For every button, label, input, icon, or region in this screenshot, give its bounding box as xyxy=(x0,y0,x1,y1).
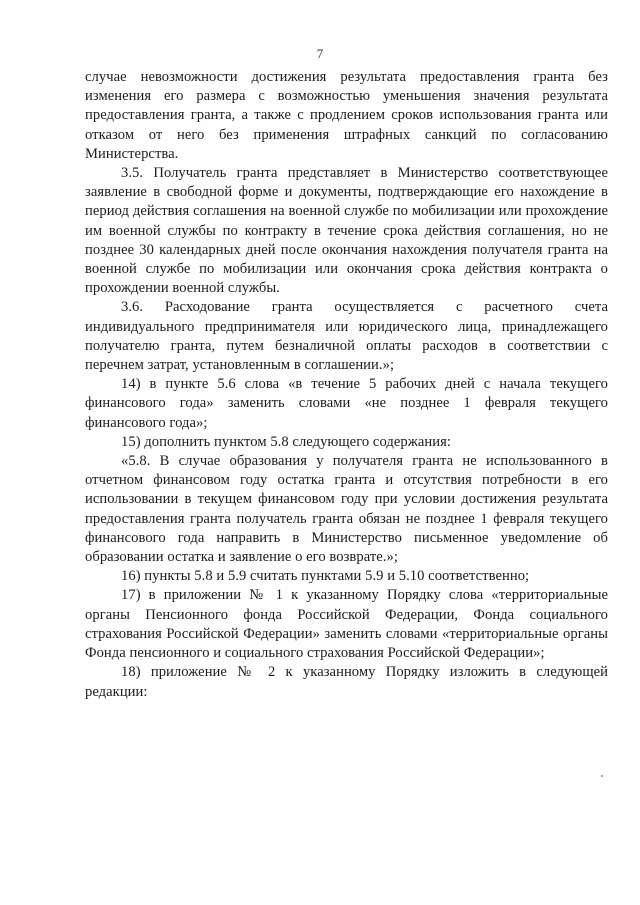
paragraph-item-15: 15) дополнить пунктом 5.8 следующего содержания: xyxy=(121,433,451,450)
paragraph-3-5: 3.5. Получатель гранта представляет в Министерство соответствующее заявление в свободной форме и документы, подтверждающие его нахождение в период действия соглашения на военной службе по мобилизации или прохождение им военной службы по контракту в течение срока действия соглашения, но не позднее 30 календарных дней после окончания нахождения получателя гранта на военной службе по мобилизации или окончания срока действия контракта о прохождении военной службы. xyxy=(85,165,608,297)
paragraph-item-18: 18) приложение № 2 к указанному Порядку изложить в следующей редакции: xyxy=(85,664,608,700)
paragraph-3-6: 3.6. Расходование гранта осуществляется с расчетного счета индивидуального предпринимателя или юридического лица, принадлежащего получателю гранта, путем безналичной оплаты расходов в соответствии с перечнем затрат, установленным в соглашении.»; xyxy=(85,299,608,374)
paragraph-item-14: 14) в пункте 5.6 слова «в течение 5 рабочих дней с начала текущего финансового года» заменить словами «не позднее 1 февраля текущего финансового года»; xyxy=(85,376,608,431)
scan-speck xyxy=(601,775,603,777)
paragraph-item-17: 17) в приложении № 1 к указанному Порядку слова «территориальные органы Пенсионного фонда Российской Федерации, Фонда социального страхования Российской Федерации» заменить словами «территориальные органы Фонда пенсионного и социального страхования Российской Федерации»; xyxy=(85,587,608,662)
page-number: 7 xyxy=(316,46,324,61)
paragraph-continuation: случае невозможности достижения результата предоставления гранта без изменения его размера с возможностью уменьшения значения результата предоставления гранта, а также с продлением сроков использования гранта или отказом от него без применения штрафных санкций по согласованию Министерства. xyxy=(85,69,608,162)
paragraph-5-8: «5.8. В случае образования у получателя гранта не использованного в отчетном финансовом году остатка гранта и отсутствия потребности в его использовании в текущем финансовом году при условии достижения результата предоставления гранта получатель гранта обязан не позднее 1 февраля текущего финансового года направить в Министерство письменное уведомление об образовании остатка и заявление о его возврате.»; xyxy=(85,453,608,566)
paragraph-item-16: 16) пункты 5.8 и 5.9 считать пунктами 5.9 и 5.10 соответственно; xyxy=(121,568,530,585)
document-body xyxy=(85,68,608,702)
